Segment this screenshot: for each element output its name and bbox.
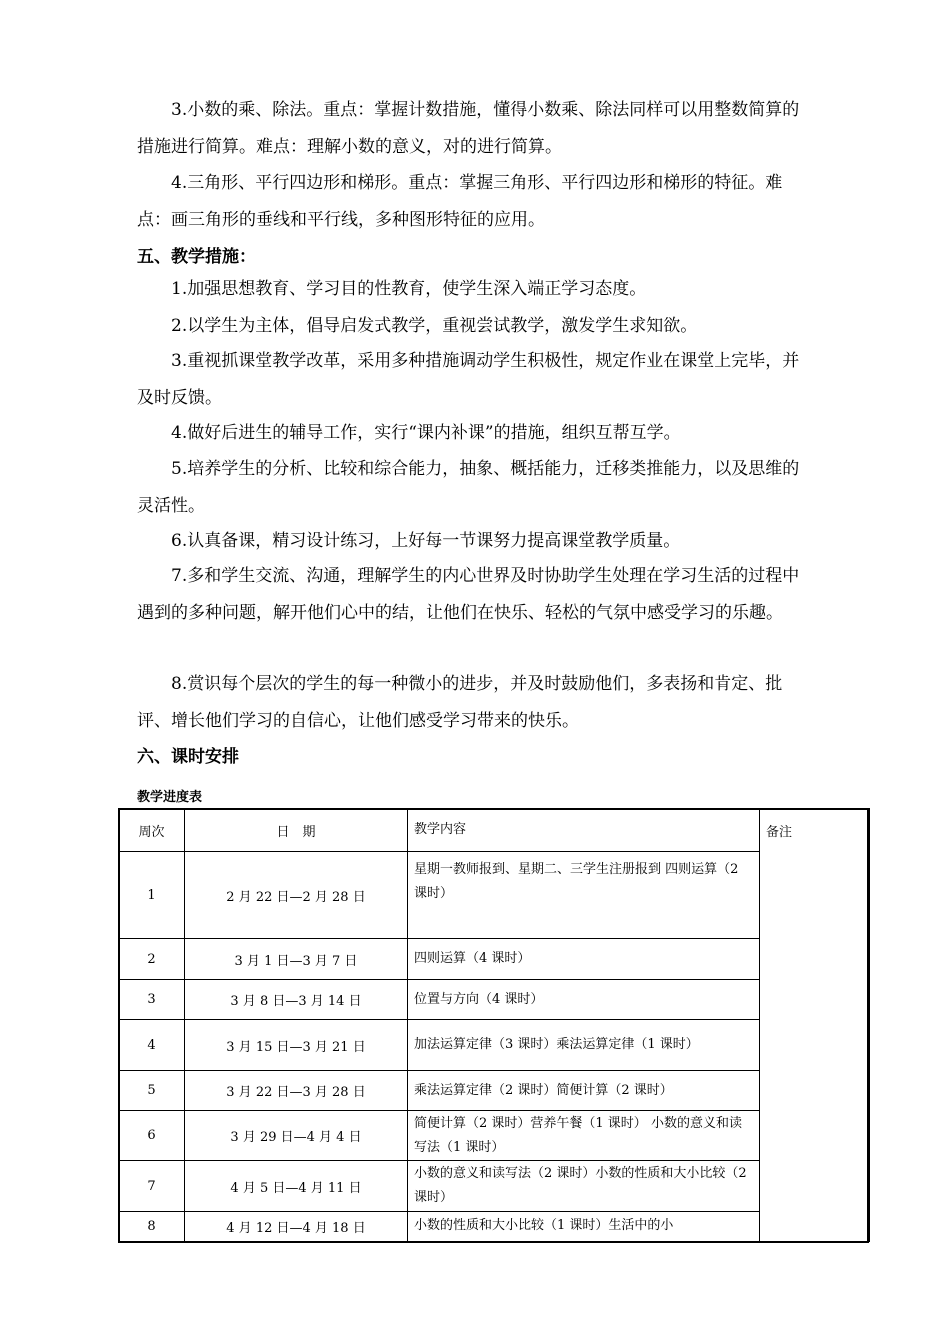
header-week: 周次 — [119, 809, 185, 852]
cell-content: 四则运算（4 课时） — [408, 939, 760, 980]
table-row — [119, 980, 870, 1020]
cell-week: 4 — [119, 1020, 185, 1071]
section-heading-teaching-measures: 五、教学措施： — [137, 247, 256, 267]
cell-content: 小数的意义和读写法（2 课时）小数的性质和大小比较（2 课时） — [408, 1161, 760, 1212]
measure-item-8: 8.赏识每个层次的学生的每一种微小的进步，并及时鼓励他们，多表扬和肯定、批评、增长他们学习的自信心，让他们感受学习带来的快乐。 — [137, 674, 783, 731]
cell-content: 小数的性质和大小比较（1 课时）生活中的小 — [408, 1212, 760, 1242]
measure-item-5: 5.培养学生的分析、比较和综合能力，抽象、概括能力，迁移类推能力，以及思维的灵活性。 — [137, 459, 800, 516]
cell-week: 6 — [119, 1111, 185, 1161]
cell-week: 1 — [119, 852, 185, 939]
measure-item-6: 6.认真备课，精习设计练习，上好每一节课努力提高课堂教学质量。 — [171, 531, 681, 551]
table-caption: 教学进度表 — [137, 790, 203, 805]
header-date: 日 期 — [185, 809, 408, 852]
table-row — [119, 852, 870, 939]
table-row — [119, 1020, 870, 1071]
cell-content: 加法运算定律（3 课时）乘法运算定律（1 课时） — [408, 1020, 760, 1071]
paragraph-triangles: 4.三角形、平行四边形和梯形。重点：掌握三角形、平行四边形和梯形的特征。难点：画三角形的垂线和平行线，多种图形特征的应用。 — [137, 173, 783, 230]
cell-week: 3 — [119, 980, 185, 1020]
cell-date: 4 月 12 日—4 月 18 日 — [185, 1212, 408, 1242]
cell-content: 乘法运算定律（2 课时）简便计算（2 课时） — [408, 1071, 760, 1111]
table-row — [119, 1212, 870, 1242]
measure-item-4: 4.做好后进生的辅导工作，实行“课内补课”的措施，组织互帮互学。 — [171, 423, 681, 443]
measure-item-3: 3.重视抓课堂教学改革，采用多种措施调动学生积极性，规定作业在课堂上完毕，并及时反馈。 — [137, 351, 800, 408]
cell-date: 3 月 29 日—4 月 4 日 — [185, 1111, 408, 1161]
measure-item-7: 7.多和学生交流、沟通，理解学生的内心世界及时协助学生处理在学习生活的过程中遇到的多种问题，解开他们心中的结，让他们在快乐、轻松的气氛中感受学习的乐趣。 — [137, 566, 800, 623]
table-row — [119, 1071, 870, 1111]
section-heading-schedule: 六、课时安排 — [137, 747, 239, 767]
cell-date: 4 月 5 日—4 月 11 日 — [185, 1161, 408, 1212]
cell-week: 8 — [119, 1212, 185, 1242]
cell-date: 3 月 8 日—3 月 14 日 — [185, 980, 408, 1020]
header-content: 教学内容 — [408, 809, 760, 852]
cell-content: 简便计算（2 课时）营养午餐（1 课时） 小数的意义和读写法（1 课时） — [408, 1111, 760, 1161]
cell-week: 7 — [119, 1161, 185, 1212]
measure-item-2: 2.以学生为主体，倡导启发式教学，重视尝试教学，激发学生求知欲。 — [171, 316, 698, 336]
table-row — [119, 1161, 870, 1212]
paragraph-decimal-mul-div: 3.小数的乘、除法。重点：掌握计数措施，懂得小数乘、除法同样可以用整数简算的措施进行简算。难点：理解小数的意义，对的进行简算。 — [137, 100, 800, 157]
cell-date: 3 月 15 日—3 月 21 日 — [185, 1020, 408, 1071]
table-row — [119, 1111, 870, 1161]
cell-date: 3 月 22 日—3 月 28 日 — [185, 1071, 408, 1111]
cell-date: 3 月 1 日—3 月 7 日 — [185, 939, 408, 980]
table-header-row — [119, 809, 870, 852]
cell-date: 2 月 22 日—2 月 28 日 — [185, 852, 408, 939]
cell-week: 5 — [119, 1071, 185, 1111]
table-row — [119, 939, 870, 980]
schedule-table — [118, 808, 870, 1242]
cell-week: 2 — [119, 939, 185, 980]
header-note: 备注 — [760, 809, 870, 1242]
measure-item-1: 1.加强思想教育、学习目的性教育，使学生深入端正学习态度。 — [171, 279, 647, 299]
cell-content: 位置与方向（4 课时） — [408, 980, 760, 1020]
cell-content: 星期一教师报到、星期二、三学生注册报到 四则运算（2 课时） — [408, 852, 760, 939]
